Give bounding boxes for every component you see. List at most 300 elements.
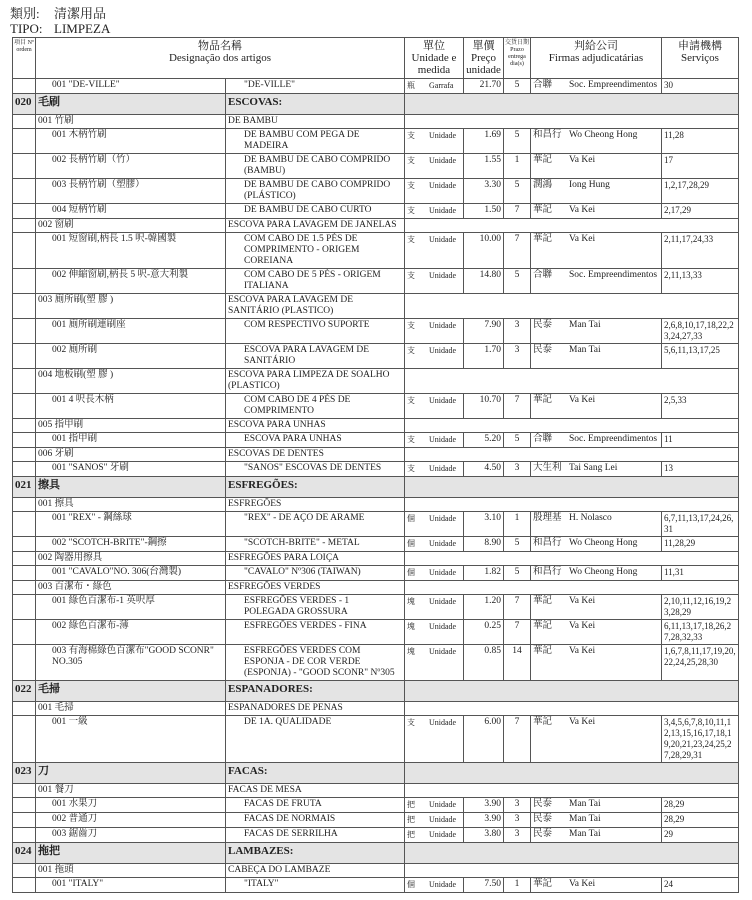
subgroup-blank [405, 219, 739, 233]
services: 17 [662, 154, 739, 179]
delivery-days: 3 [504, 462, 531, 477]
col-designation [36, 38, 405, 79]
subgroup-name-zh: 001 餐刀 [36, 784, 226, 798]
item-no-blank [13, 294, 36, 319]
subgroup-name-zh: 006 牙刷 [36, 448, 226, 462]
item-name-zh: 001 4 呎長木柄 [36, 394, 226, 419]
unit-zh: 支 [407, 156, 415, 165]
subgroup-name-zh: 005 指甲刷 [36, 419, 226, 433]
unit-zh: 支 [407, 131, 415, 140]
services: 2,5,33 [662, 394, 739, 419]
table-row [13, 798, 739, 813]
subgroup-name-zh: 004 地板刷(塑 膠 ) [36, 369, 226, 394]
type-label: TIPO: [10, 21, 43, 36]
unit-zh: 個 [407, 539, 415, 548]
subgroup-blank [405, 784, 739, 798]
col-unit-zh: 單位 [423, 40, 445, 52]
subgroup-blank [405, 369, 739, 394]
item-no-blank [13, 433, 36, 448]
firm-cell [531, 537, 662, 552]
unit-cell [405, 394, 464, 419]
category-name-pt: ESFREGÕES: [226, 477, 405, 498]
firm-zh: 和昌行 [533, 538, 562, 548]
firm-zh: 華記 [533, 395, 553, 405]
item-name-pt: DE BAMBU DE CABO CURTO [226, 204, 405, 219]
services: 1,2,17,28,29 [662, 179, 739, 204]
col-firm [531, 38, 662, 79]
subgroup-name-pt: DE BAMBU [226, 115, 405, 129]
item-name-pt: "SCOTCH-BRITE" - METAL [226, 537, 405, 552]
item-name-zh: 003 有海棉綠色百潔布"GOOD SCONR" NO.305 [36, 645, 226, 681]
unit-cell [405, 344, 464, 369]
category-blank [405, 763, 739, 784]
unit-price: 10.00 [464, 233, 504, 269]
delivery-days: 7 [504, 204, 531, 219]
unit-zh: 瓶 [407, 81, 415, 90]
firm-zh: 華記 [533, 205, 553, 215]
subgroup-name-zh: 002 陶器用擦具 [36, 552, 226, 566]
unit-pt: Unidade [429, 597, 457, 606]
unit-cell [405, 813, 464, 828]
subgroup-blank [405, 498, 739, 512]
firm-zh: 民泰 [533, 320, 553, 330]
firm-cell [531, 319, 662, 344]
category-code: 020 [13, 94, 36, 115]
category-blank [405, 843, 739, 864]
unit-cell [405, 878, 464, 893]
item-name-zh: 001 水果刀 [36, 798, 226, 813]
firm-zh: 華記 [533, 234, 553, 244]
category-name-pt: LAMBAZES: [226, 843, 405, 864]
table-row [13, 179, 739, 204]
unit-price: 0.85 [464, 645, 504, 681]
firm-name: Soc. Empreendimentos [569, 434, 658, 444]
delivery-days: 14 [504, 645, 531, 681]
firm-cell [531, 394, 662, 419]
table-row [13, 813, 739, 828]
unit-price: 14.80 [464, 269, 504, 294]
unit-cell [405, 566, 464, 581]
col-designation-pt: Designação dos artigos [168, 52, 272, 64]
unit-price: 8.90 [464, 537, 504, 552]
subgroup-name-pt: ESCOVA PARA LAVAGEM DE SANITÁRIO (PLASTICO) [226, 294, 405, 319]
item-name-zh: 002 普通刀 [36, 813, 226, 828]
subgroup-row [13, 115, 739, 129]
item-no-blank [13, 498, 36, 512]
unit-zh: 支 [407, 235, 415, 244]
unit-pt: Unidade [429, 880, 457, 889]
item-name-pt: DE 1A. QUALIDADE [226, 716, 405, 763]
unit-cell [405, 828, 464, 843]
item-name-zh: 003 長柄竹刷（塑膠） [36, 179, 226, 204]
item-name-zh: 001 指甲刷 [36, 433, 226, 448]
item-name-pt: ESCOVA PARA UNHAS [226, 433, 405, 448]
category-row [13, 477, 739, 498]
firm-cell [531, 512, 662, 537]
subgroup-row [13, 419, 739, 433]
item-name-zh: 001 "ITALY" [36, 878, 226, 893]
firm-cell [531, 204, 662, 219]
item-no-blank [13, 581, 36, 595]
table-row [13, 394, 739, 419]
item-no-blank [13, 154, 36, 179]
unit-pt: Unidade [429, 321, 457, 330]
services: 11,28,29 [662, 537, 739, 552]
subgroup-name-pt: ESFREGÕES PARA LOIÇA [226, 552, 405, 566]
unit-pt: Unidade [429, 464, 457, 473]
subgroup-row [13, 864, 739, 878]
services: 2,11,13,33 [662, 269, 739, 294]
item-name-pt: ESCOVA PARA LAVAGEM DE SANITÁRIO [226, 344, 405, 369]
table-body [13, 79, 739, 893]
delivery-days: 7 [504, 716, 531, 763]
services: 1,6,7,8,11,17,19,20,22,24,25,28,30 [662, 645, 739, 681]
item-name-zh: 002 廁所刷 [36, 344, 226, 369]
table-row [13, 204, 739, 219]
delivery-days: 5 [504, 269, 531, 294]
unit-pt: Unidade [429, 131, 457, 140]
category-name-pt: ESCOVAS: [226, 94, 405, 115]
item-name-pt: ESFREGÕES VERDES COM ESPONJA - DE COR VERDE (ESPONJA) - "GOOD SCONR" Nº305 [226, 645, 405, 681]
item-no-blank [13, 512, 36, 537]
firm-name: Wo Cheong Hong [569, 130, 638, 140]
category-name-zh: 擦具 [36, 477, 226, 498]
delivery-days: 5 [504, 537, 531, 552]
unit-zh: 把 [407, 815, 415, 824]
firm-cell [531, 462, 662, 477]
firm-zh: 殷理基 [533, 513, 562, 523]
category-line [10, 6, 110, 21]
firm-name: Man Tai [569, 320, 601, 330]
firm-name: Va Kei [569, 646, 596, 656]
item-no-blank [13, 864, 36, 878]
firm-name: Man Tai [569, 814, 601, 824]
table-row [13, 595, 739, 620]
item-no-blank [13, 179, 36, 204]
category-code: 021 [13, 477, 36, 498]
services: 3,4,5,6,7,8,10,11,12,13,15,16,17,18,19,20,21,23,24,25,27,28,29,31 [662, 716, 739, 763]
item-no-blank [13, 462, 36, 477]
unit-zh: 支 [407, 181, 415, 190]
firm-name: Man Tai [569, 829, 601, 839]
unit-cell [405, 233, 464, 269]
unit-zh: 支 [407, 396, 415, 405]
item-name-zh: 001 "DE-VILLE" [36, 79, 226, 94]
item-no-blank [13, 716, 36, 763]
unit-cell [405, 537, 464, 552]
firm-name: Man Tai [569, 799, 601, 809]
unit-pt: Unidade [429, 514, 457, 523]
firm-name: Va Kei [569, 596, 596, 606]
table-row [13, 828, 739, 843]
item-name-pt: ESFREGÕES VERDES - FINA [226, 620, 405, 645]
col-price-pt: Preço unidade [466, 52, 501, 76]
unit-pt: Unidade [429, 830, 457, 839]
category-row [13, 763, 739, 784]
firm-cell [531, 828, 662, 843]
services: 11,31 [662, 566, 739, 581]
item-no-blank [13, 219, 36, 233]
table-row [13, 319, 739, 344]
services: 2,10,11,12,16,19,23,28,29 [662, 595, 739, 620]
unit-price: 3.80 [464, 828, 504, 843]
item-no-blank [13, 595, 36, 620]
unit-pt: Unidade [429, 622, 457, 631]
item-no-blank [13, 419, 36, 433]
unit-price: 1.55 [464, 154, 504, 179]
unit-cell [405, 204, 464, 219]
subgroup-row [13, 702, 739, 716]
unit-cell [405, 462, 464, 477]
firm-cell [531, 878, 662, 893]
unit-zh: 支 [407, 206, 415, 215]
firm-name: Va Kei [569, 717, 596, 727]
subgroup-name-zh: 001 擦具 [36, 498, 226, 512]
item-name-zh: 002 綠色百潔布-薄 [36, 620, 226, 645]
item-no-blank [13, 394, 36, 419]
unit-pt: Unidade [429, 271, 457, 280]
unit-pt: Unidade [429, 346, 457, 355]
firm-cell [531, 798, 662, 813]
item-no-blank [13, 798, 36, 813]
unit-price: 5.20 [464, 433, 504, 448]
firm-zh: 華記 [533, 155, 553, 165]
category-name-zh: 毛刷 [36, 94, 226, 115]
item-name-zh: 002 長柄竹刷（竹） [36, 154, 226, 179]
firm-name: Va Kei [569, 621, 596, 631]
table-row [13, 462, 739, 477]
unit-price: 1.70 [464, 344, 504, 369]
category-label: 類別: [10, 6, 40, 21]
unit-price: 1.20 [464, 595, 504, 620]
table-row [13, 433, 739, 448]
item-no-blank [13, 702, 36, 716]
services: 30 [662, 79, 739, 94]
item-name-pt: DE BAMBU DE CABO COMPRIDO (PLÁSTICO) [226, 179, 405, 204]
item-name-zh: 002 伸縮窗刷,柄長 5 呎-意大利製 [36, 269, 226, 294]
table-row [13, 620, 739, 645]
delivery-days: 5 [504, 129, 531, 154]
unit-cell [405, 512, 464, 537]
delivery-days: 1 [504, 878, 531, 893]
subgroup-name-zh: 001 毛掃 [36, 702, 226, 716]
delivery-days: 7 [504, 233, 531, 269]
delivery-days: 3 [504, 798, 531, 813]
unit-zh: 支 [407, 346, 415, 355]
category-name-pt: FACAS: [226, 763, 405, 784]
unit-price: 10.70 [464, 394, 504, 419]
delivery-days: 5 [504, 433, 531, 448]
subgroup-name-pt: FACAS DE MESA [226, 784, 405, 798]
item-name-pt: COM CABO DE 1.5 PÉS DE COMPRIMENTO - ORIGEM COREIANA [226, 233, 405, 269]
firm-zh: 和昌行 [533, 130, 562, 140]
item-name-pt: "SANOS" ESCOVAS DE DENTES [226, 462, 405, 477]
subgroup-name-zh: 003 百潔布・綠色 [36, 581, 226, 595]
item-name-zh: 001 "REX" - 鋼絲球 [36, 512, 226, 537]
firm-zh: 合聯 [533, 270, 553, 280]
unit-pt: Unidade [429, 718, 457, 727]
item-name-pt: DE BAMBU COM PEGA DE MADEIRA [226, 129, 405, 154]
category-row [13, 94, 739, 115]
unit-zh: 個 [407, 568, 415, 577]
item-name-pt: FACAS DE SERRILHA [226, 828, 405, 843]
firm-cell [531, 154, 662, 179]
firm-name: Va Kei [569, 879, 596, 889]
item-name-zh: 001 一級 [36, 716, 226, 763]
delivery-days: 3 [504, 344, 531, 369]
subgroup-blank [405, 115, 739, 129]
unit-price: 1.50 [464, 204, 504, 219]
col-services-pt: Serviços [681, 52, 719, 64]
col-unit-pt: Unidade e medida [411, 52, 457, 76]
category-name-zh: 拖把 [36, 843, 226, 864]
firm-zh: 民泰 [533, 799, 553, 809]
col-services-zh: 申請機構 [678, 40, 722, 52]
unit-price: 7.50 [464, 878, 504, 893]
unit-price: 1.82 [464, 566, 504, 581]
item-no-blank [13, 269, 36, 294]
unit-price: 3.90 [464, 813, 504, 828]
firm-name: Va Kei [569, 234, 596, 244]
unit-cell [405, 269, 464, 294]
subgroup-blank [405, 419, 739, 433]
firm-name: Tai Sang Lei [569, 463, 618, 473]
firm-name: Soc. Empreendimentos [569, 270, 658, 280]
unit-price: 4.50 [464, 462, 504, 477]
firm-cell [531, 566, 662, 581]
item-name-pt: "DE-VILLE" [226, 79, 405, 94]
unit-pt: Unidade [429, 539, 457, 548]
table-row [13, 129, 739, 154]
unit-pt: Unidade [429, 435, 457, 444]
firm-zh: 潤鴻 [533, 180, 553, 190]
unit-cell [405, 179, 464, 204]
services: 13 [662, 462, 739, 477]
unit-zh: 支 [407, 321, 415, 330]
services: 2,11,17,24,33 [662, 233, 739, 269]
item-name-pt: FACAS DE FRUTA [226, 798, 405, 813]
item-name-pt: "REX" - DE AÇO DE ARAME [226, 512, 405, 537]
unit-price: 7.90 [464, 319, 504, 344]
services: 2,17,29 [662, 204, 739, 219]
subgroup-row [13, 369, 739, 394]
firm-zh: 民泰 [533, 829, 553, 839]
delivery-days: 5 [504, 566, 531, 581]
unit-pt: Garrafa [429, 81, 454, 90]
item-no-blank [13, 369, 36, 394]
unit-pt: Unidade [429, 156, 457, 165]
item-no-blank [13, 448, 36, 462]
category-name-pt: ESPANADORES: [226, 681, 405, 702]
subgroup-name-pt: ESCOVA PARA LAVAGEM DE JANELAS [226, 219, 405, 233]
subgroup-name-pt: ESFREGÕES VERDES [226, 581, 405, 595]
delivery-days: 3 [504, 828, 531, 843]
unit-cell [405, 798, 464, 813]
firm-name: Wo Cheong Hong [569, 538, 638, 548]
firm-zh: 合聯 [533, 80, 553, 90]
unit-pt: Unidade [429, 568, 457, 577]
firm-name: Va Kei [569, 395, 596, 405]
item-name-pt: "CAVALO" Nº306 (TAIWAN) [226, 566, 405, 581]
unit-pt: Unidade [429, 815, 457, 824]
firm-zh: 華記 [533, 596, 553, 606]
type-value: LIMPEZA [54, 21, 111, 36]
subgroup-name-pt: ESCOVA PARA LIMPEZA DE SOALHO (PLASTICO) [226, 369, 405, 394]
subgroup-row [13, 219, 739, 233]
item-name-zh: 001 "CAVALO"NO. 306(台灣製) [36, 566, 226, 581]
subgroup-row [13, 552, 739, 566]
firm-cell [531, 344, 662, 369]
item-no-blank [13, 566, 36, 581]
firm-zh: 和昌行 [533, 567, 562, 577]
firm-name: Wo Cheong Hong [569, 567, 638, 577]
firm-cell [531, 179, 662, 204]
category-blank [405, 477, 739, 498]
unit-cell [405, 595, 464, 620]
firm-zh: 民泰 [533, 814, 553, 824]
category-code: 022 [13, 681, 36, 702]
unit-price: 3.90 [464, 798, 504, 813]
type-line [10, 21, 110, 36]
subgroup-row [13, 581, 739, 595]
subgroup-row [13, 784, 739, 798]
subgroup-blank [405, 864, 739, 878]
col-price [464, 38, 504, 79]
unit-zh: 把 [407, 800, 415, 809]
item-no-blank [13, 813, 36, 828]
unit-zh: 支 [407, 435, 415, 444]
unit-cell [405, 154, 464, 179]
category-blank [405, 681, 739, 702]
unit-zh: 把 [407, 830, 415, 839]
unit-zh: 個 [407, 514, 415, 523]
item-name-pt: COM CABO DE 4 PÉS DE COMPRIMENTO [226, 394, 405, 419]
unit-price: 3.10 [464, 512, 504, 537]
subgroup-blank [405, 448, 739, 462]
firm-name: Iong Hung [569, 180, 610, 190]
services: 11,28 [662, 129, 739, 154]
item-name-zh: 001 短窗刷,柄長 1.5 呎-韓國製 [36, 233, 226, 269]
item-name-pt: ESFREGÕES VERDES - 1 POLEGADA GROSSURA [226, 595, 405, 620]
item-no-blank [13, 645, 36, 681]
item-name-pt: DE BAMBU DE CABO COMPRIDO (BAMBU) [226, 154, 405, 179]
item-no-blank [13, 233, 36, 269]
subgroup-name-pt: CABEÇA DO LAMBAZE [226, 864, 405, 878]
unit-pt: Unidade [429, 181, 457, 190]
item-name-pt: FACAS DE NORMAIS [226, 813, 405, 828]
services: 6,7,11,13,17,24,26,31 [662, 512, 739, 537]
delivery-days: 7 [504, 620, 531, 645]
subgroup-name-pt: ESCOVAS DE DENTES [226, 448, 405, 462]
table-row [13, 878, 739, 893]
table-row [13, 344, 739, 369]
delivery-days: 1 [504, 512, 531, 537]
subgroup-blank [405, 702, 739, 716]
item-no-blank [13, 344, 36, 369]
delivery-days: 7 [504, 595, 531, 620]
unit-cell [405, 129, 464, 154]
unit-pt: Unidade [429, 800, 457, 809]
firm-cell [531, 620, 662, 645]
item-no-blank [13, 537, 36, 552]
table-header-row [13, 38, 739, 79]
unit-zh: 個 [407, 880, 415, 889]
services: 29 [662, 828, 739, 843]
unit-pt: Unidade [429, 647, 457, 656]
firm-zh: 華記 [533, 646, 553, 656]
unit-cell [405, 79, 464, 94]
table-row [13, 537, 739, 552]
